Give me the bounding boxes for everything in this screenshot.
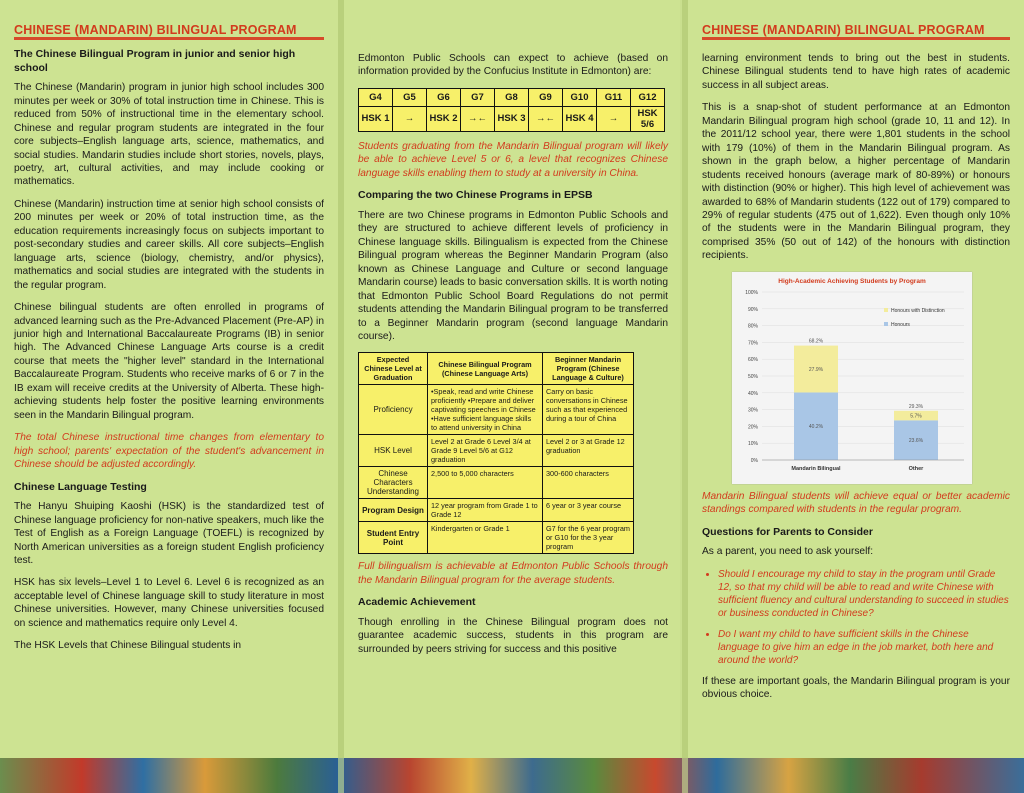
table-cell: Level 2 or 3 at Grade 12 graduation (543, 435, 634, 467)
table-cell: Level 2 at Grade 6 Level 3/4 at Grade 9 Level 5/6 at G12 graduation (428, 435, 543, 467)
y-tick-label: 30% (747, 407, 758, 414)
hsk-level-cell: HSK 2 (427, 106, 461, 131)
paragraph: Chinese (Mandarin) instruction time at senior high school consists of 200 minutes per week or 20% of total instruction time, as the education requirements increasingly focus on subjects important to post-secondary studies and career skills. All core subjects–English language arts, science (biology, chemistry, and/or physics), mathematics and social studies are integrated with the students in the regular program. (14, 198, 324, 291)
pull-quote: The total Chinese instructional time changes from elementary to high school; parents' expectation of the student's advancement in Chinese should be adjusted accordingly. (14, 432, 324, 471)
table-row (359, 522, 634, 554)
arrow-cell: → (393, 106, 427, 131)
y-tick-label: 10% (747, 440, 758, 447)
section-heading: The Chinese Bilingual Program in junior and senior high school (14, 48, 296, 74)
y-tick-label: 20% (747, 424, 758, 431)
hsk-level-cell: HSK 1 (359, 106, 393, 131)
data-label: 23.6% (908, 437, 924, 444)
paragraph: As a parent, you need to ask yourself: (702, 546, 874, 558)
section-heading: Comparing the two Chinese Programs in EPSB (358, 189, 593, 202)
panel-middle (344, 0, 680, 758)
y-tick-label: 40% (747, 390, 758, 397)
table-cell: 2,500 to 5,000 characters (428, 467, 543, 499)
table-cell: 6 year or 3 year course (543, 499, 634, 522)
data-label: 40.2% (808, 424, 824, 431)
legend-swatch (884, 308, 888, 312)
panel-top-spacer (358, 0, 668, 52)
y-tick-label: 50% (747, 373, 758, 380)
footer-fold (682, 758, 688, 793)
panel-header (14, 0, 324, 40)
section-heading: Academic Achievement (358, 596, 476, 609)
section-heading: Chinese Language Testing (14, 480, 147, 493)
pull-quote: Full bilingualism is achievable at Edmonton Public Schools through the Mandarin Bilingual program for the average students. (358, 561, 668, 586)
table-cell: 12 year program from Grade 1 to Grade 12 (428, 499, 543, 522)
y-tick-label: 100% (745, 289, 758, 296)
question-item: • Do I want my child to have sufficient skills in the Chinese language to give him an edge in the job market, both here and around the world? (718, 628, 1010, 667)
paragraph: This is a snap-shot of student performance at an Edmonton Mandarin Bilingual program high school (grade 10, 11 and 12). In the 2011/12 school year, there were 1,801 students in the school with 179 (10%) of them in the Mandarin Bilingual program. As shown in the graph below, a higher percentage of Mandarin students received honours (average mark of 80-89%) or honours with distinction (90% or higher). This high level of achievement was awarded to 68% of Mandarin students (122 out of 179) compared to 29% of regular students (475 out of 1,622). Even though only 10% of the students were in the Mandarin Bilingual program, they comprised 35% (50 out of 142) of the honours with distinction recipients. (702, 102, 1010, 262)
grade-cell: G8 (495, 88, 529, 106)
y-tick-label: 80% (747, 323, 758, 330)
table-row (359, 467, 634, 499)
paragraph: Edmonton Public Schools can expect to achieve (based on information provided by the Confucius Institute in Edmonton) are: (358, 53, 668, 78)
questions-list (702, 568, 1010, 667)
y-tick-label: 0% (750, 457, 758, 464)
grade-cell: G4 (359, 88, 393, 106)
row-header: Chinese Characters Understanding (359, 467, 428, 499)
section-heading: Questions for Parents to Consider (702, 525, 873, 538)
chart-title: High-Academic Achieving Students by Program (778, 277, 926, 285)
total-label: 29.3% (908, 403, 924, 410)
grade-cell: G6 (427, 88, 461, 106)
grade-cell: G7 (461, 88, 495, 106)
program-comparison-table (358, 352, 634, 554)
paragraph: Though enrolling in the Chinese Bilingual program does not guarantee academic success, students in this program are surrounded by peers striving for success and this positive (358, 616, 668, 655)
panel-right (688, 0, 1024, 758)
grade-cell: G9 (529, 88, 563, 106)
x-tick-label: Mandarin Bilingual (791, 465, 841, 472)
chart-canvas (732, 272, 972, 484)
decorative-footer-art (0, 758, 1024, 793)
table-cell: G7 for the 6 year program or G10 for the 3 year program (543, 522, 634, 554)
y-tick-label: 70% (747, 340, 758, 347)
panel-header (702, 0, 1010, 40)
column-header: Expected Chinese Level at Graduation (359, 353, 428, 385)
table-row (359, 435, 634, 467)
paragraph: Chinese bilingual students are often enrolled in programs of advanced learning such as the Pre-Advanced Placement (Pre-AP) in junior high and International Baccalaureate Programs (IB) in senior high. The Advanced Chinese Language Arts course is a credit course that meets the "higher level" standard in the International Baccalaureate Program. Students who receive marks of 6 or 7 in the IB exam will receive credits at the University of Alberta. These high-achieving students help foster the positive learning environments seen in the Mandarin Bilingual program. (14, 302, 324, 421)
paragraph: The Hanyu Shuiping Kaoshi (HSK) is the standardized test of Chinese language proficiency for non-native speakers, much like the Test of English as a Foreign Language (TOEFL) is recognized by North American universities as a foreign student English proficiency test. (14, 501, 324, 566)
achievement-chart (732, 272, 972, 484)
row-header: Student Entry Point (359, 522, 428, 554)
legend-swatch (884, 322, 888, 326)
paragraph: The HSK Levels that Chinese Bilingual students in (14, 640, 242, 652)
paragraph: HSK has six levels–Level 1 to Level 6. Level 6 is recognized as an acceptable level of Chinese language skill to study literature in most Chinese universities. However, many Chinese universities focused on science and mathematics require only Level 4. (14, 577, 324, 629)
x-tick-label: Other (908, 465, 924, 472)
row-header: Proficiency (359, 385, 428, 435)
arrow-cell: → (597, 106, 631, 131)
hsk-level-cell: HSK 5/6 (631, 106, 665, 131)
paragraph: learning environment tends to bring out the best in students. Chinese Bilingual students tend to have high rates of academic success in all subject areas. (702, 53, 1010, 91)
row-header: Program Design (359, 499, 428, 522)
table-row (359, 385, 634, 435)
hsk-level-cell: HSK 3 (495, 106, 529, 131)
table-cell: 300-600 characters (543, 467, 634, 499)
grade-row (359, 88, 665, 106)
column-header: Beginner Mandarin Program (Chinese Language & Culture) (543, 353, 634, 385)
paragraph: If these are important goals, the Mandarin Bilingual program is your obvious choice. (702, 675, 1010, 701)
column-header: Chinese Bilingual Program (Chinese Language Arts) (428, 353, 543, 385)
pull-quote: Mandarin Bilingual students will achieve equal or better academic standings compared with students in the regular program. (702, 490, 1010, 516)
paragraph: There are two Chinese programs in Edmonton Public Schools and they are structured to achieve different levels of proficiency in Chinese language skills. Bilingualism is expected from the Chinese Bilingual program whereas the Beginner Mandarin Program (also known as Chinese Language and Culture or second language Mandarin course) leads to basic conversation skills. It is worth noting that Edmonton Public School Board Regulations do not permit students attending the Mandarin Bilingual program to be transferred to a Beginner Mandarin program (second language Mandarin course). (358, 209, 668, 342)
arrow-cell: →← (461, 106, 495, 131)
footer-fold (338, 758, 344, 793)
hsk-row (359, 106, 665, 131)
paragraph: The Chinese (Mandarin) program in junior high school includes 300 minutes per week or 30% of total instruction time in Chinese. This is reduced from 50% of instructional time in the elementary school. Chinese and regular program students are integrated in the four core subjects–English language arts, science, mathematics, and social studies. Mandarin studies include short stories, novels, plays, poetry, art, cultural activities, and may include cooking or mathematics. (14, 82, 324, 188)
data-label: 5.7% (910, 413, 922, 420)
program-title: CHINESE (MANDARIN) BILINGUAL PROGRAM (702, 23, 985, 37)
grade-cell: G12 (631, 88, 665, 106)
hsk-level-table (358, 88, 665, 132)
data-label: 27.9% (808, 366, 824, 373)
table-body (359, 385, 634, 554)
hsk-level-cell: HSK 4 (563, 106, 597, 131)
row-header: HSK Level (359, 435, 428, 467)
panel-left (0, 0, 338, 758)
arrow-cell: →← (529, 106, 563, 131)
pull-quote: Students graduating from the Mandarin Bilingual program will likely be able to achieve Level 5 or 6, a level that recognizes Chinese language skills enabling them to study at a university in China. (358, 140, 668, 179)
legend-label: Honours (891, 321, 910, 328)
legend-label: Honours with Distinction (891, 307, 945, 314)
total-label: 68.2% (808, 338, 824, 345)
table-cell: •Speak, read and write Chinese proficiently •Prepare and deliver captivating speeches in Chinese •Have sufficient language skills to attend university in China (428, 385, 543, 435)
table-cell: Carry on basic conversations in Chinese such as that experienced during a tour of China (543, 385, 634, 435)
grade-cell: G5 (393, 88, 427, 106)
y-tick-label: 60% (747, 356, 758, 363)
table-cell: Kindergarten or Grade 1 (428, 522, 543, 554)
y-tick-label: 90% (747, 306, 758, 313)
table-row (359, 499, 634, 522)
grade-cell: G11 (597, 88, 631, 106)
grade-cell: G10 (563, 88, 597, 106)
program-title: CHINESE (MANDARIN) BILINGUAL PROGRAM (14, 23, 297, 37)
question-item: • Should I encourage my child to stay in the program until Grade 12, so that my child will be able to read and write Chinese with sufficient fluency and cultural understanding to succeed in studies or business conducted in Chinese? (718, 568, 1010, 620)
